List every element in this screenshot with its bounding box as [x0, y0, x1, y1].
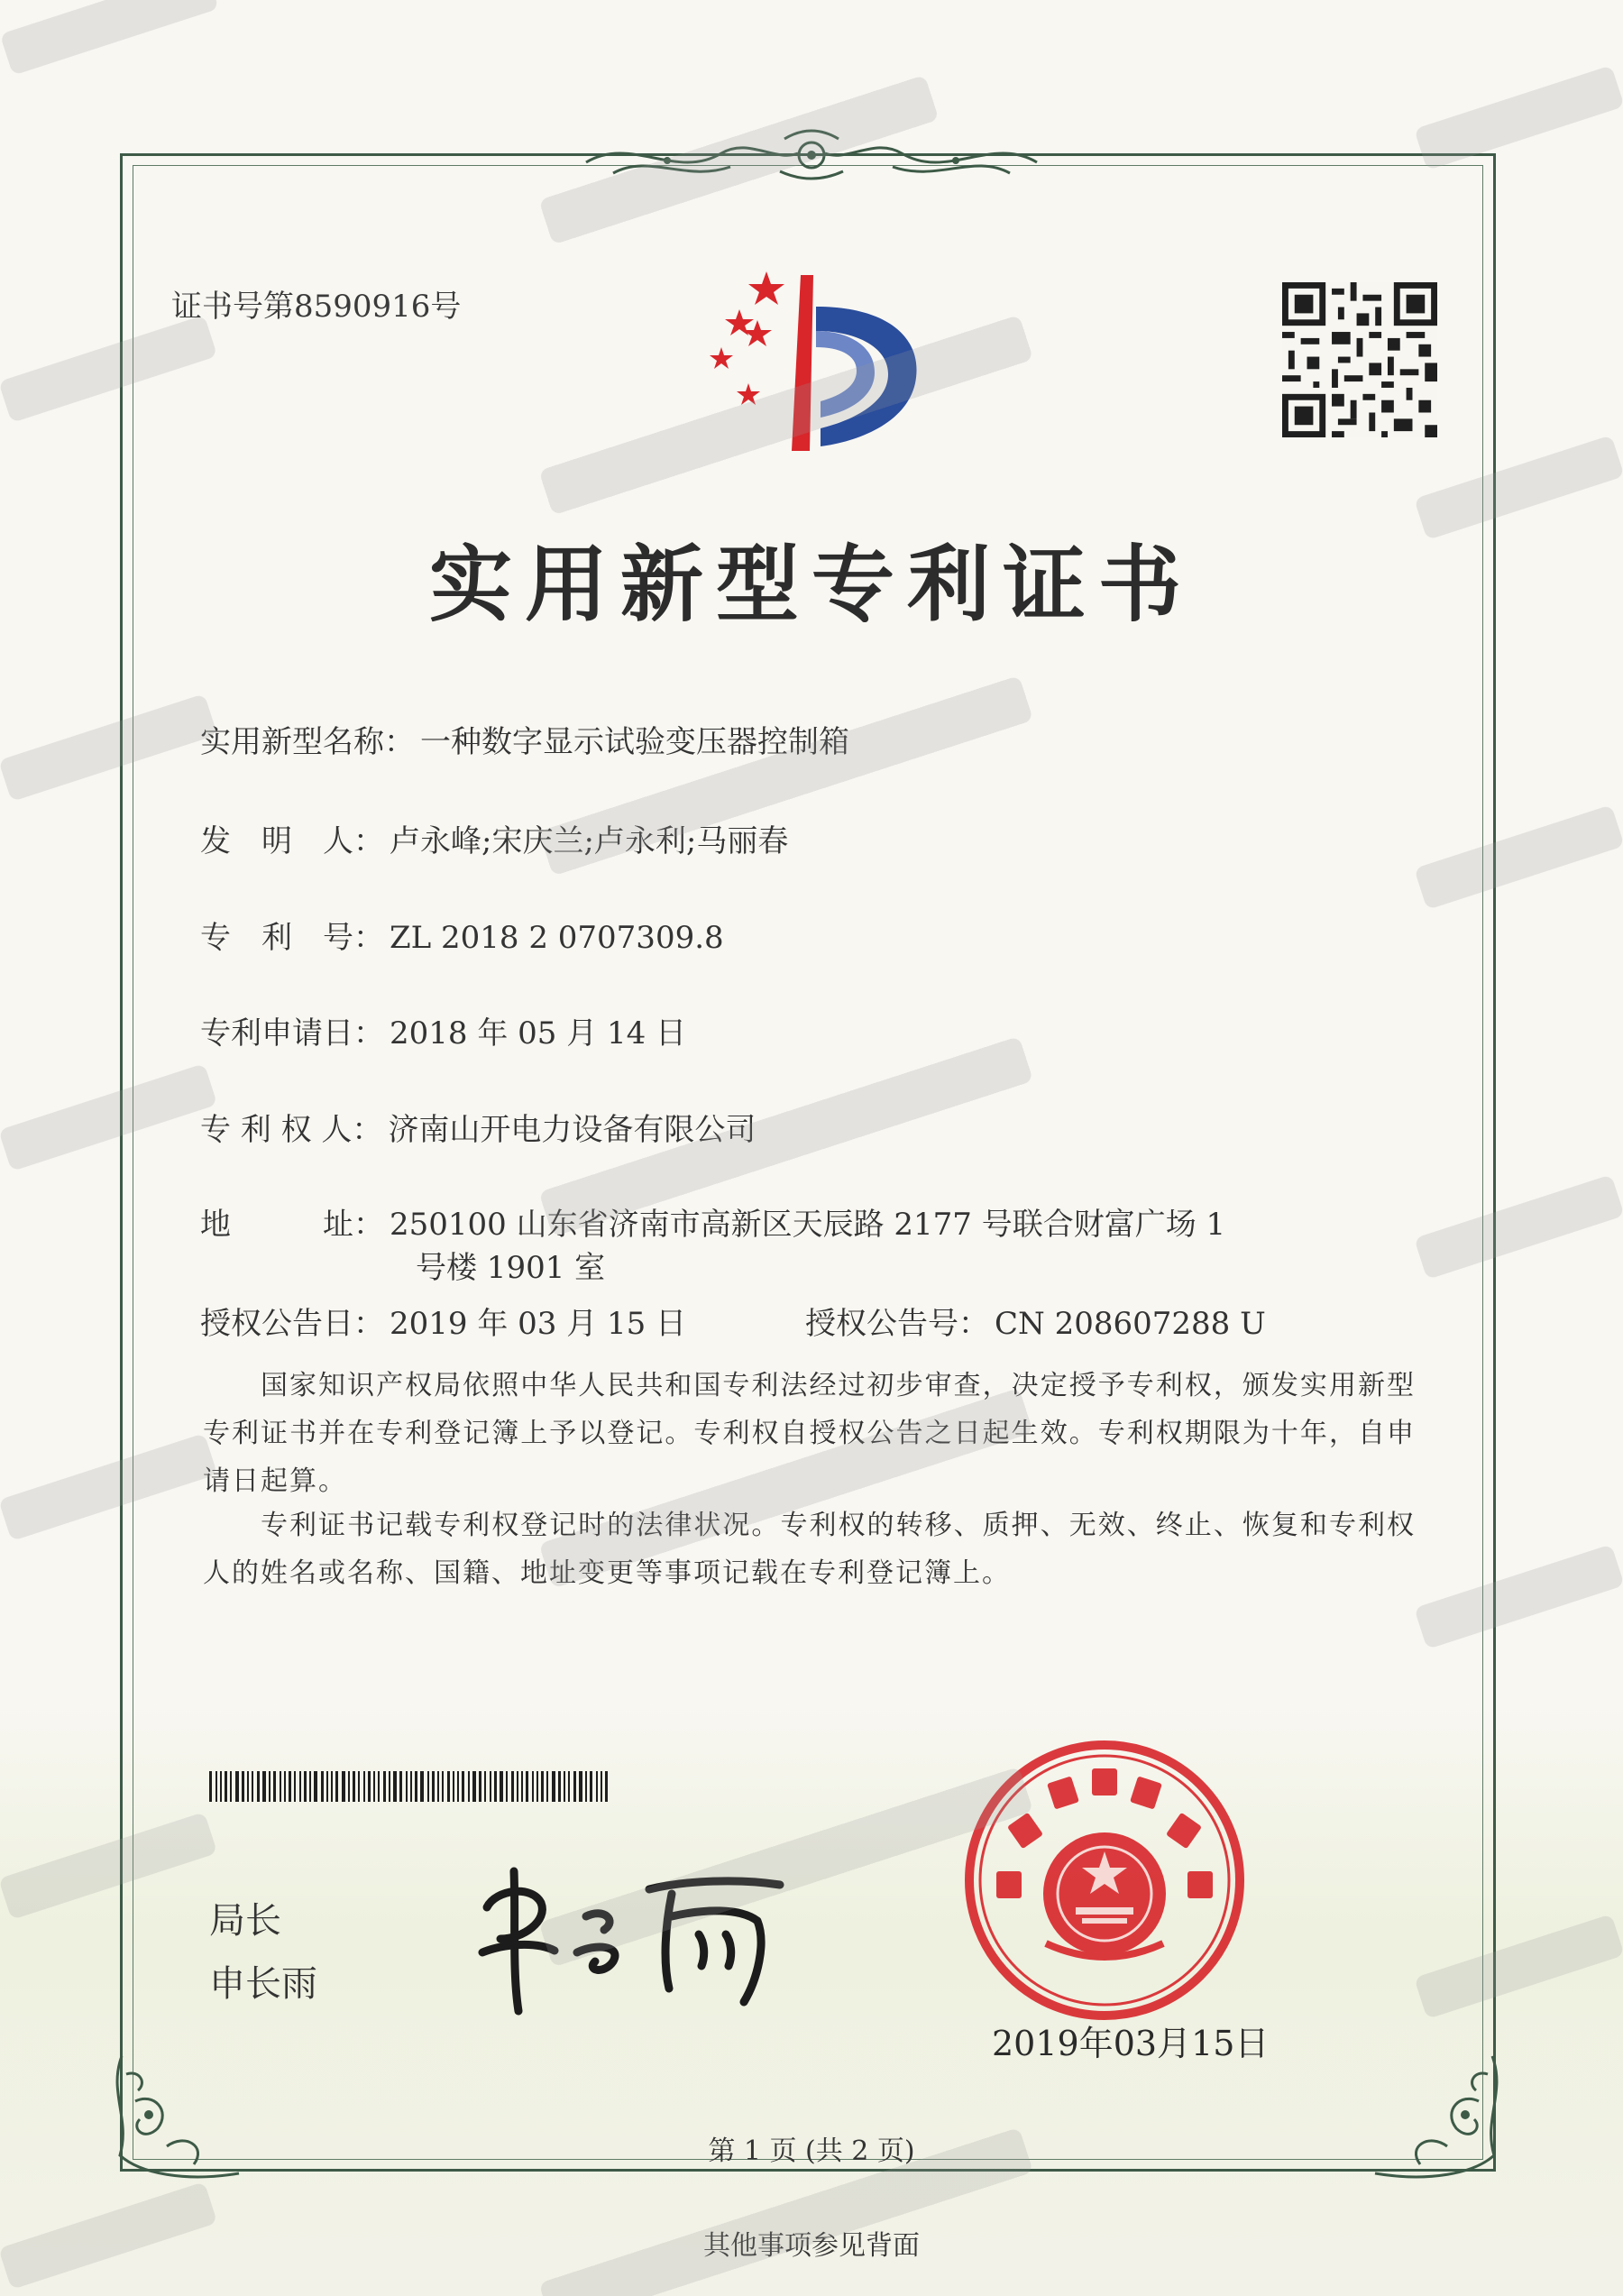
barcode-bar	[383, 1771, 386, 1802]
grant-date-label: 授权公告日：	[200, 1306, 384, 1342]
official-seal	[960, 1736, 1249, 2025]
barcode-bar	[579, 1771, 582, 1802]
barcode-bar	[517, 1771, 518, 1802]
barcode-bar	[442, 1771, 444, 1802]
barcode-bar	[235, 1771, 239, 1802]
director-signature	[469, 1853, 812, 2025]
patent-number-row	[200, 913, 724, 957]
barcode-bar	[358, 1771, 360, 1802]
barcode-bar	[399, 1771, 402, 1802]
cnipa-logo	[694, 266, 938, 464]
barcode-bar	[363, 1771, 365, 1802]
barcode-bar	[453, 1771, 454, 1802]
barcode-bar	[230, 1771, 232, 1802]
qr-code	[1282, 282, 1437, 437]
grant-date-value: 2019 年 03 月 15 日	[390, 1306, 687, 1342]
barcode-bar	[568, 1771, 570, 1802]
barcode-bar	[432, 1771, 435, 1802]
grant-number-row	[805, 1299, 1266, 1343]
barcode-bar	[521, 1771, 523, 1802]
barcode-bar	[242, 1771, 244, 1802]
barcode-bar	[309, 1771, 311, 1802]
page-number: 第 1 页 (共 2 页)	[708, 2135, 915, 2167]
barcode-bar	[410, 1771, 412, 1802]
barcode-bar	[335, 1771, 338, 1802]
barcode-bar	[389, 1771, 390, 1802]
barcode-bar	[289, 1771, 291, 1802]
barcode-bar	[462, 1771, 464, 1802]
barcode-bar	[546, 1771, 548, 1802]
grant-number-label: 授权公告号：	[805, 1306, 989, 1342]
address-value-line2: 号楼 1901 室	[416, 1250, 606, 1286]
address-label: 地 址：	[200, 1207, 384, 1243]
barcode-bar	[215, 1771, 217, 1802]
filing-date-row	[200, 1008, 686, 1052]
barcode-bar	[373, 1771, 375, 1802]
utility-model-name-label: 实用新型名称：	[200, 724, 415, 760]
barcode-bar	[605, 1771, 608, 1802]
barcode-bar	[472, 1771, 476, 1802]
barcode-bar	[596, 1771, 598, 1802]
barcode-bar	[252, 1771, 253, 1802]
statement-paragraph-1: 国家知识产权局依照中华人民共和国专利法经过初步审查，决定授予专利权，颁发实用新型专利证书并在专利登记簿上予以登记。专利权自授权公告之日起生效。专利权期限为十年，自申请日起算。	[203, 1370, 1416, 1497]
barcode	[209, 1771, 610, 1802]
barcode-bar	[541, 1771, 544, 1802]
certificate-title: 实用新型专利证书	[428, 536, 1194, 633]
barcode-bar	[511, 1771, 514, 1802]
patentee-label: 专 利 权 人：	[200, 1112, 383, 1148]
barcode-bar	[590, 1771, 592, 1802]
barcode-bar	[500, 1771, 503, 1802]
inventors-label: 发 明 人：	[200, 823, 384, 859]
barcode-bar	[247, 1771, 249, 1802]
address-row	[200, 1199, 1225, 1244]
bottom-right-corner-ornament	[1357, 2047, 1510, 2191]
barcode-bar	[427, 1771, 429, 1802]
filing-date-value: 2018 年 05 月 14 日	[390, 1015, 687, 1052]
barcode-bar	[299, 1771, 301, 1802]
barcode-bar	[406, 1771, 408, 1802]
barcode-bar	[585, 1771, 587, 1802]
barcode-bar	[225, 1771, 227, 1802]
barcode-bar	[558, 1771, 561, 1802]
barcode-bar	[420, 1771, 424, 1802]
barcode-bar	[284, 1771, 286, 1802]
barcode-bar	[326, 1771, 328, 1802]
director-name: 申长雨	[209, 1963, 317, 2005]
barcode-bar	[393, 1771, 397, 1802]
barcode-bar	[321, 1771, 324, 1802]
barcode-bar	[564, 1771, 565, 1802]
barcode-bar	[536, 1771, 538, 1802]
filing-date-label: 专利申请日：	[200, 1015, 384, 1052]
patent-number-label: 专 利 号：	[200, 920, 384, 956]
inventors-row	[200, 816, 788, 860]
barcode-bar	[280, 1771, 281, 1802]
barcode-bar	[331, 1771, 333, 1802]
barcode-bar	[262, 1771, 266, 1802]
certificate-number: 证书号第8590916号	[171, 289, 462, 325]
barcode-bar	[314, 1771, 317, 1802]
barcode-bar	[457, 1771, 459, 1802]
barcode-bar	[220, 1771, 222, 1802]
barcode-bar	[257, 1771, 260, 1802]
seal-date: 2019年03月15日	[992, 2024, 1270, 2063]
patentee-value: 济南山开电力设备有限公司	[388, 1112, 756, 1148]
barcode-bar	[209, 1771, 212, 1802]
grant-number-value: CN 208607288 U	[995, 1306, 1266, 1342]
patent-number-value: ZL 2018 2 0707309.8	[390, 920, 724, 956]
barcode-bar	[506, 1771, 508, 1802]
inventors-value: 卢永峰;宋庆兰;卢永利;马丽春	[390, 823, 789, 859]
barcode-bar	[484, 1771, 486, 1802]
barcode-bar	[378, 1771, 380, 1802]
barcode-bar	[368, 1771, 371, 1802]
bottom-left-corner-ornament	[104, 2047, 257, 2191]
barcode-bar	[353, 1771, 355, 1802]
barcode-bar	[573, 1771, 576, 1802]
footer-note: 其他事项参见背面	[703, 2230, 920, 2262]
utility-model-name-value: 一种数字显示试验变压器控制箱	[420, 724, 849, 760]
grant-date-row	[200, 1299, 686, 1343]
top-ornament	[577, 126, 1046, 189]
address-value-line1: 250100 山东省济南市高新区天辰路 2177 号联合财富广场 1	[390, 1207, 1226, 1243]
patentee-row	[200, 1105, 756, 1149]
barcode-bar	[526, 1771, 528, 1802]
director-title: 局长	[209, 1900, 281, 1942]
barcode-bar	[479, 1771, 481, 1802]
barcode-bar	[447, 1771, 450, 1802]
barcode-bar	[269, 1771, 270, 1802]
barcode-bar	[273, 1771, 276, 1802]
barcode-bar	[304, 1771, 307, 1802]
utility-model-name-row	[200, 717, 849, 761]
barcode-bar	[437, 1771, 439, 1802]
barcode-bar	[468, 1771, 470, 1802]
statement-paragraph-2: 专利证书记载专利权登记时的法律状况。专利权的转移、质押、无效、终止、恢复和专利权人的姓名或名称、国籍、地址变更等事项记载在专利登记簿上。	[203, 1510, 1416, 1589]
barcode-bar	[490, 1771, 491, 1802]
barcode-bar	[348, 1771, 350, 1802]
barcode-bar	[601, 1771, 602, 1802]
barcode-bar	[294, 1771, 296, 1802]
barcode-bar	[532, 1771, 534, 1802]
barcode-bar	[415, 1771, 417, 1802]
barcode-bar	[552, 1771, 555, 1802]
barcode-bar	[494, 1771, 497, 1802]
barcode-bar	[342, 1771, 345, 1802]
